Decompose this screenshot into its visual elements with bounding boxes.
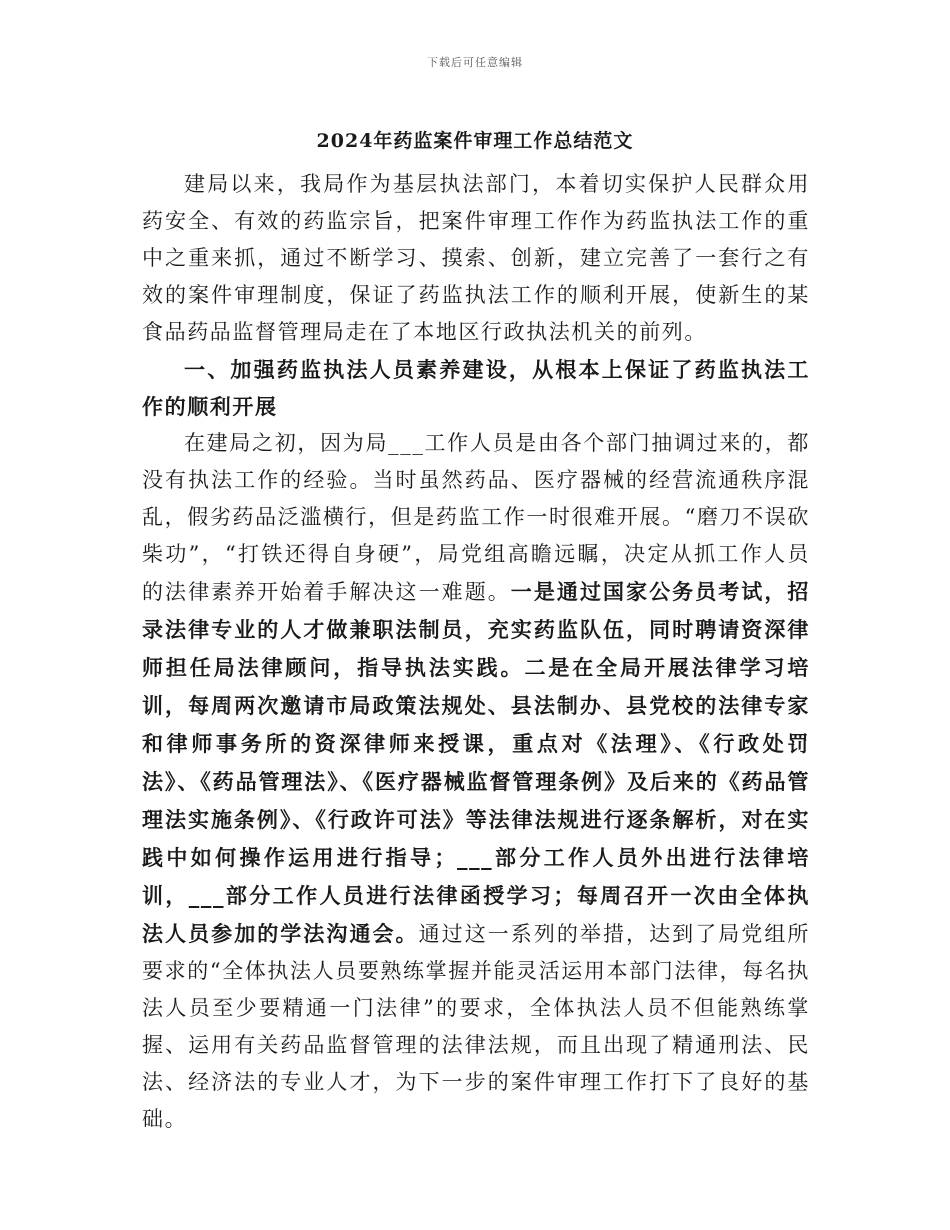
section-heading: 一、加强药监执法人员素养建设，从根本上保证了药监执法工作的顺利开展 xyxy=(142,357,810,419)
intro-paragraph: 建局以来，我局作为基层执法部门，本着切实保护人民群众用药安全、有效的药监宗旨，把案件审理工作作为药监执法工作的重中之重来抓，通过不断学习、摸索、创新，建立完善了一套行之有效的案件审理制度，保证了药监执法工作的顺利开展，使新生的某食品药品监督管理局走在了本地区行政执法机关的前列。 xyxy=(142,172,810,344)
paragraph-tail-text: 通过这一系列的举措，达到了局党组所要求的“全体执法人员要熟练掌握并能灵活运用本部门法律，每名执法人员至少要精通一门法律”的要求，全体执法人员不但能熟练掌握、运用有关药品监督管理的法律法规，而且出现了精通刑法、民法、经济法的专业人才，为下一步的案件审理工作打下了良好的基础。 xyxy=(142,922,811,1131)
page-header-note: 下载后可任意编辑 xyxy=(427,56,523,69)
document-body xyxy=(142,166,810,1138)
section-paragraph xyxy=(142,425,810,1138)
paragraph-lead-text: 在建局之初，因为局___工作人员是由各个部门抽调过来的，都没有执法工作的经验。当时虽然药品、医疗器械的经营流通秩序混乱，假劣药品泛滥横行，但是药监工作一时很难开展。“磨刀不误砍柴功”，“打铁还得自身硬”，局党组高瞻远瞩，决定从抓工作人员的法律素养开始着手解决这一难题。 xyxy=(142,431,810,604)
paragraph-bold-text: 一是通过国家公务员考试，招录法律专业的人才做兼职法制员，充实药监队伍，同时聘请资深律师担任局法律顾问，指导执法实践。二是在全局开展法律学习培训，每周两次邀请市局政策法规处、县法制办、县党校的法律专家和律师事务所的资深律师来授课，重点对《法理》、《行政处罚法》、《药品管理法》、《医疗器械监督管理条例》及后来的《药品管理法实施条例》、《行政许可法》等法律法规进行逐条解析，对在实践中如何操作运用进行指导；___部分工作人员外出进行法律培训，___部分工作人员进行法律函授学习；每周召开一次由全体执法人员参加的学法沟通会。 xyxy=(142,579,810,946)
document-title: 2024年药监案件审理工作总结范文 xyxy=(316,130,634,152)
